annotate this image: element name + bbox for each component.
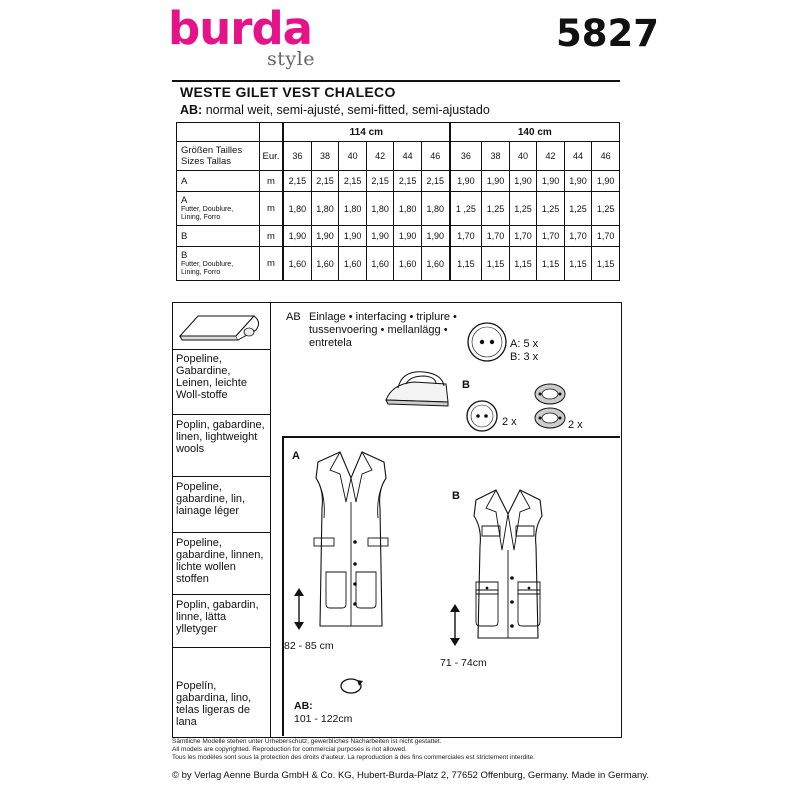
fabric-bolt-icon xyxy=(176,308,266,346)
yardage-cell: 1,80 xyxy=(394,192,422,226)
row-label-sub: Futter, Doublure, Lining, Forro xyxy=(181,206,234,221)
brand-logo-sub: style xyxy=(267,48,315,70)
yardage-cell: 1,25 xyxy=(537,192,565,226)
yardage-rows xyxy=(177,171,620,281)
yardage-cell: 2,15 xyxy=(339,171,367,192)
size-cell: 36 xyxy=(283,142,311,171)
size-cell: 40 xyxy=(509,142,537,171)
row-label-text: A xyxy=(181,175,188,187)
fabric-sv: Poplin, gabardin, linne, lätta ylletyger xyxy=(176,599,259,635)
yardage-table xyxy=(176,122,620,281)
size-cell: 36 xyxy=(450,142,482,171)
yardage-cell: 1,25 xyxy=(592,192,620,226)
yardage-cell: 1,60 xyxy=(311,247,339,281)
note-en: All models are copyrighted. Reproduction for commercial purposes is not allowed. xyxy=(172,746,407,753)
yardage-cell: 1,90 xyxy=(339,226,367,247)
iron-icon xyxy=(384,362,452,408)
view-a-length: 82 - 85 cm xyxy=(284,640,334,652)
copyright-notes xyxy=(172,738,535,762)
row-unit: m xyxy=(260,192,284,226)
row-unit: m xyxy=(260,247,284,281)
yardage-cell: 1,90 xyxy=(482,171,510,192)
row-label xyxy=(177,226,260,247)
yardage-cell: 1,15 xyxy=(482,247,510,281)
size-cell: 46 xyxy=(421,142,449,171)
yardage-cell: 2,15 xyxy=(311,171,339,192)
yardage-cell: 1,25 xyxy=(564,192,592,226)
table-row xyxy=(177,171,620,192)
row-label xyxy=(177,247,260,281)
yardage-cell: 1,90 xyxy=(537,171,565,192)
row-label-sub: Futter, Doublure, Lining, Forro xyxy=(181,261,234,276)
fabric-nl: Popeline, gabardine, linnen, lichte wollen stoffen xyxy=(176,537,264,585)
view-a-vest-drawing xyxy=(300,448,400,634)
width-group-140: 140 cm xyxy=(450,123,620,142)
yardage-cell: 1,90 xyxy=(509,171,537,192)
yardage-cell: 1,90 xyxy=(421,226,449,247)
yardage-cell: 1,90 xyxy=(592,171,620,192)
yardage-cell: 1,15 xyxy=(592,247,620,281)
yardage-cell: 1 ,25 xyxy=(450,192,482,226)
note-fr: Tous les modèles sont sous la protection des droits d'auteur. La reproduction à des fins commerciales est strictement interdite. xyxy=(172,754,535,761)
fabric-divider xyxy=(172,594,270,595)
row-unit: m xyxy=(260,226,284,247)
snap-fastener-icon xyxy=(532,380,568,432)
table-header-sizes xyxy=(177,142,620,171)
snap-qty: 2 x xyxy=(568,419,583,431)
yardage-cell: 1,90 xyxy=(311,226,339,247)
fit-text: normal weit, semi-ajusté, semi-fitted, semi-ajustado xyxy=(202,103,490,117)
yardage-cell: 1,70 xyxy=(592,226,620,247)
yardage-cell: 1,60 xyxy=(283,247,311,281)
pattern-number: 5827 xyxy=(556,12,659,55)
yardage-cell: 1,25 xyxy=(482,192,510,226)
yardage-cell: 1,80 xyxy=(311,192,339,226)
yardage-cell: 1,70 xyxy=(450,226,482,247)
row-label xyxy=(177,171,260,192)
yardage-cell: 2,15 xyxy=(366,171,394,192)
yardage-cell: 1,90 xyxy=(283,226,311,247)
yardage-cell: 1,90 xyxy=(366,226,394,247)
yardage-cell: 1,60 xyxy=(394,247,422,281)
interfacing-code: AB xyxy=(286,311,301,323)
yardage-cell: 2,15 xyxy=(421,171,449,192)
row-unit: m xyxy=(260,171,284,192)
table-row xyxy=(177,192,620,226)
row-label xyxy=(177,192,260,226)
garment-title: WESTE GILET VEST CHALECO xyxy=(180,84,396,100)
note-de: Sämtliche Modelle stehen unter Urheberschutz, gewerbliches Nacharbeiten ist nicht gestattet. xyxy=(172,738,442,745)
yardage-cell: 1,60 xyxy=(366,247,394,281)
table-row xyxy=(177,226,620,247)
fabric-divider xyxy=(172,349,270,350)
width-group-114: 114 cm xyxy=(283,123,450,142)
view-b-length: 71 - 74cm xyxy=(440,657,487,669)
size-cell: 46 xyxy=(592,142,620,171)
belt-length: 101 - 122cm xyxy=(294,713,353,725)
view-b-label: B xyxy=(452,490,460,502)
views-left-rule xyxy=(282,436,284,736)
yardage-cell: 1,70 xyxy=(509,226,537,247)
interfacing-line-1: Einlage • interfacing • triplure • xyxy=(309,311,457,323)
views-top-rule xyxy=(282,436,620,438)
button-small-qty: 2 x xyxy=(502,416,517,428)
yardage-cell: 1,15 xyxy=(537,247,565,281)
interfacing-line-3: entretela xyxy=(309,337,352,349)
view-a-label: A xyxy=(292,450,300,462)
interfacing-line-2: tussenvoering • mellanlägg • xyxy=(309,324,448,336)
size-cell: 42 xyxy=(366,142,394,171)
row-label-text: A xyxy=(181,195,188,206)
fit-description xyxy=(180,103,490,117)
table-header-widths xyxy=(177,123,620,142)
size-header-label: Größen Tailles Sizes Tallas xyxy=(177,142,260,171)
fabric-de: Popeline, Gabardine, Leinen, leichte Woll-stoffe xyxy=(176,353,247,401)
size-header-unit: Eur. xyxy=(260,142,284,171)
table-row xyxy=(177,247,620,281)
header-rule xyxy=(172,80,620,82)
yardage-cell: 1,15 xyxy=(450,247,482,281)
yardage-cell: 1,15 xyxy=(509,247,537,281)
yardage-cell: 1,80 xyxy=(421,192,449,226)
yardage-cell: 1,80 xyxy=(283,192,311,226)
yardage-cell: 1,15 xyxy=(564,247,592,281)
yardage-cell: 2,15 xyxy=(394,171,422,192)
yardage-cell: 1,70 xyxy=(564,226,592,247)
yardage-cell: 1,90 xyxy=(564,171,592,192)
yardage-cell: 1,90 xyxy=(394,226,422,247)
button-small-icon xyxy=(464,398,500,434)
button-large-icon xyxy=(465,320,509,364)
fabric-divider xyxy=(172,414,270,415)
yardage-cell: 1,90 xyxy=(450,171,482,192)
size-cell: 42 xyxy=(537,142,565,171)
button-qty-a: A: 5 x xyxy=(510,338,539,350)
length-arrow-icon xyxy=(292,586,306,632)
size-cell: 38 xyxy=(311,142,339,171)
fabric-divider xyxy=(172,476,270,477)
size-cell: 38 xyxy=(482,142,510,171)
fabric-en: Poplin, gabardine, linen, lightweight wools xyxy=(176,419,265,455)
size-cell: 44 xyxy=(564,142,592,171)
brand-logo: burda xyxy=(168,2,313,55)
row-label-text: B xyxy=(181,230,188,242)
fabric-divider xyxy=(172,647,270,648)
yardage-cell: 1,25 xyxy=(509,192,537,226)
size-cell: 44 xyxy=(394,142,422,171)
hip-measure-icon xyxy=(338,676,364,696)
fabric-es: Popelín, gabardina, lino, telas ligeras de lana xyxy=(176,680,252,728)
fit-code: AB: xyxy=(180,103,203,117)
size-cell: 40 xyxy=(339,142,367,171)
length-arrow-icon xyxy=(448,602,462,648)
yardage-cell: 1,80 xyxy=(339,192,367,226)
yardage-cell: 2,15 xyxy=(283,171,311,192)
belt-code: AB: xyxy=(294,700,313,712)
fabric-divider xyxy=(172,532,270,533)
yardage-cell: 1,80 xyxy=(366,192,394,226)
row-label-text: B xyxy=(181,250,188,261)
button-qty-b: B: 3 x xyxy=(510,351,539,363)
view-b-vest-drawing xyxy=(460,486,556,646)
yardage-cell: 1,70 xyxy=(482,226,510,247)
view-b-notions-label: B xyxy=(462,379,470,391)
yardage-cell: 1,70 xyxy=(537,226,565,247)
yardage-cell: 1,60 xyxy=(421,247,449,281)
yardage-cell: 1,60 xyxy=(339,247,367,281)
fabric-fr: Popeline, gabardine, lin, lainage léger xyxy=(176,481,246,517)
copyright-line: © by Verlag Aenne Burda GmbH & Co. KG, Hubert-Burda-Platz 2, 77652 Offenburg, Germany. Made in Germany. xyxy=(172,770,649,781)
